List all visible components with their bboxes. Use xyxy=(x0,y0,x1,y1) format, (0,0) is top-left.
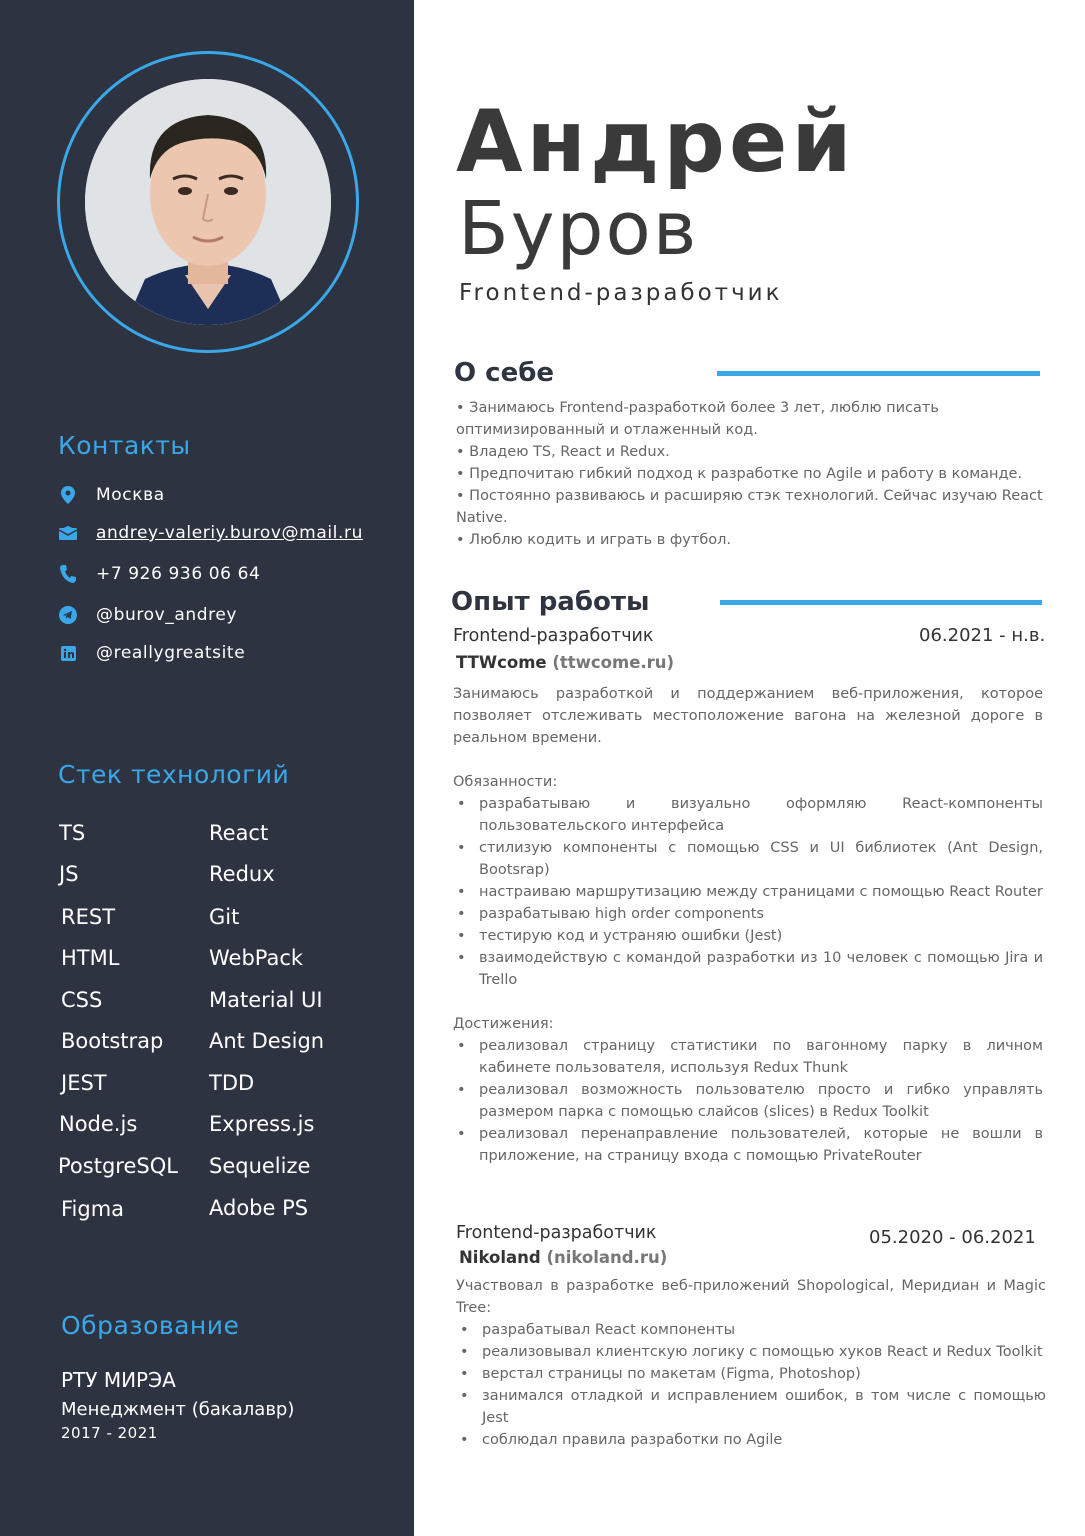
stack-item: REST xyxy=(61,905,116,929)
about-divider xyxy=(717,371,1040,376)
list-item: • соблюдал правила разработки по Agile xyxy=(456,1429,1046,1451)
education-heading: Образование xyxy=(61,1311,240,1340)
stack-heading: Стек технологий xyxy=(58,760,290,789)
contact-telegram[interactable] xyxy=(58,605,237,625)
company-site: (ttwcome.ru) xyxy=(552,653,675,672)
experience-heading: Опыт работы xyxy=(451,587,650,617)
duties-label: Обязанности: xyxy=(453,774,558,790)
list-item: • занимался отладкой и исправлением ошибок, в том числе с помощью Jest xyxy=(456,1385,1046,1429)
contact-linkedin[interactable] xyxy=(58,643,245,663)
stack-item: CSS xyxy=(61,988,103,1012)
list-item: • настраиваю маршрутизацию между страницами с помощью React Router xyxy=(453,881,1043,903)
about-text xyxy=(456,397,1046,551)
stack-item: Node.js xyxy=(59,1112,138,1136)
list-item: • реализовал перенаправление пользователей, которые не вошли в приложение, на страницу входа с помощью PrivateRouter xyxy=(453,1123,1043,1167)
stack-item: Sequelize xyxy=(209,1154,311,1178)
stack-item: React xyxy=(209,821,269,845)
achievements-label: Достижения: xyxy=(453,1016,554,1032)
phone-icon xyxy=(58,564,78,584)
stack-item: Redux xyxy=(209,862,275,886)
education-school: РТУ МИРЭА xyxy=(61,1368,176,1392)
contact-location xyxy=(58,485,165,505)
company-site: (nikoland.ru) xyxy=(546,1248,668,1267)
avatar xyxy=(85,79,331,325)
contact-phone-text: +7 926 936 06 64 xyxy=(96,564,261,584)
list-item: • стилизую компоненты с помощью CSS и UI библиотек (Ant Design, Bootsrap) xyxy=(453,837,1043,881)
list-item: • реализовывал клиентскую логику с помощью хуков React и Redux Toolkit xyxy=(456,1341,1046,1363)
stack-item: PostgreSQL xyxy=(58,1154,178,1178)
stack-item: JEST xyxy=(61,1071,107,1095)
contact-location-text: Москва xyxy=(96,485,165,505)
job-company xyxy=(456,653,674,672)
list-item: • разрабатывал React компоненты xyxy=(456,1319,1046,1341)
first-name: Андрей xyxy=(456,92,856,192)
stack-item: Material UI xyxy=(209,988,323,1012)
experience-divider xyxy=(720,600,1042,605)
stack-item: TDD xyxy=(209,1071,255,1095)
location-pin-icon xyxy=(58,485,78,505)
job-date: 06.2021 - н.в. xyxy=(919,625,1046,646)
education-years: 2017 - 2021 xyxy=(61,1424,158,1442)
about-line: • Люблю кодить и играть в футбол. xyxy=(456,532,732,548)
contact-email[interactable] xyxy=(58,523,363,543)
duties-list xyxy=(456,1319,1046,1451)
stack-item: Adobe PS xyxy=(209,1196,309,1220)
job-description-block xyxy=(453,683,1043,1167)
about-heading: О себе xyxy=(454,358,554,388)
telegram-icon xyxy=(58,605,78,625)
duties-list xyxy=(453,793,1043,991)
achievements-list xyxy=(453,1035,1043,1167)
stack-item: Bootstrap xyxy=(61,1029,164,1053)
job-title: Frontend-разработчик xyxy=(456,1223,657,1243)
contact-telegram-text: @burov_andrey xyxy=(96,605,238,625)
stack-item: TS xyxy=(59,821,86,845)
stack-item: HTML xyxy=(61,946,120,970)
job-description: Участвовал в разработке веб-приложений Shopological, Меридиан и Magic Tree: xyxy=(456,1278,1046,1316)
list-item: • разрабатываю и визуально оформляю React-компоненты пользовательского интерфейса xyxy=(453,793,1043,837)
list-item: • реализовал возможность пользователю просто и гибко управлять размером парка с помощью слайсов (slices) в Redux Toolkit xyxy=(453,1079,1043,1123)
list-item: • взаимодействую с командой разработки из 10 человек с помощью Jira и Trello xyxy=(453,947,1043,991)
list-item: • разрабатываю high order components xyxy=(453,903,1043,925)
stack-item: Figma xyxy=(61,1197,125,1221)
about-line: • Постоянно развиваюсь и расширяю стэк технологий. Сейчас изучаю React Native. xyxy=(456,488,1043,526)
stack-item: Ant Design xyxy=(209,1029,325,1053)
job-description-block xyxy=(456,1275,1046,1451)
about-line: • Предпочитаю гибкий подход к разработке по Agile и работу в команде. xyxy=(456,466,1023,482)
list-item: • реализовал страницу статистики по вагонному парку в личном кабинете пользователя, используя Redux Thunk xyxy=(453,1035,1043,1079)
job-date: 05.2020 - 06.2021 xyxy=(869,1227,1036,1248)
list-item: • тестирую код и устраняю ошибки (Jest) xyxy=(453,925,1043,947)
company-name: Nikoland xyxy=(459,1248,541,1267)
stack-item: JS xyxy=(59,862,79,886)
stack-item: Express.js xyxy=(209,1112,315,1136)
linkedin-icon xyxy=(58,643,78,663)
sidebar xyxy=(0,0,414,1536)
contact-email-link[interactable]: andrey-valeriy.burov@mail.ru xyxy=(96,523,363,543)
role-title: Frontend-разработчик xyxy=(459,280,783,306)
job-title: Frontend-разработчик xyxy=(453,626,654,646)
job-description: Занимаюсь разработкой и поддержанием веб-приложения, которое позволяет отслеживать местоположение вагона на железной дороге в реальном времени. xyxy=(453,686,1043,746)
stack-item: WebPack xyxy=(209,946,304,970)
education-degree: Менеджмент (бакалавр) xyxy=(61,1399,295,1420)
stack-item: Git xyxy=(209,905,240,929)
contact-phone xyxy=(58,564,260,584)
company-name: TTWcome xyxy=(456,653,547,672)
about-line: • Занимаюсь Frontend-разработкой более 3 лет, люблю писать оптимизированный и отлаженный код. xyxy=(456,400,939,438)
about-line: • Владею TS, React и Redux. xyxy=(456,444,670,460)
last-name: Буров xyxy=(458,186,699,272)
contacts-heading: Контакты xyxy=(58,431,191,460)
mail-icon xyxy=(58,523,78,543)
job-company xyxy=(459,1248,667,1267)
contact-linkedin-text: @reallygreatsite xyxy=(96,643,246,663)
list-item: • верстал страницы по макетам (Figma, Photoshop) xyxy=(456,1363,1046,1385)
avatar-portrait-image xyxy=(85,79,331,325)
